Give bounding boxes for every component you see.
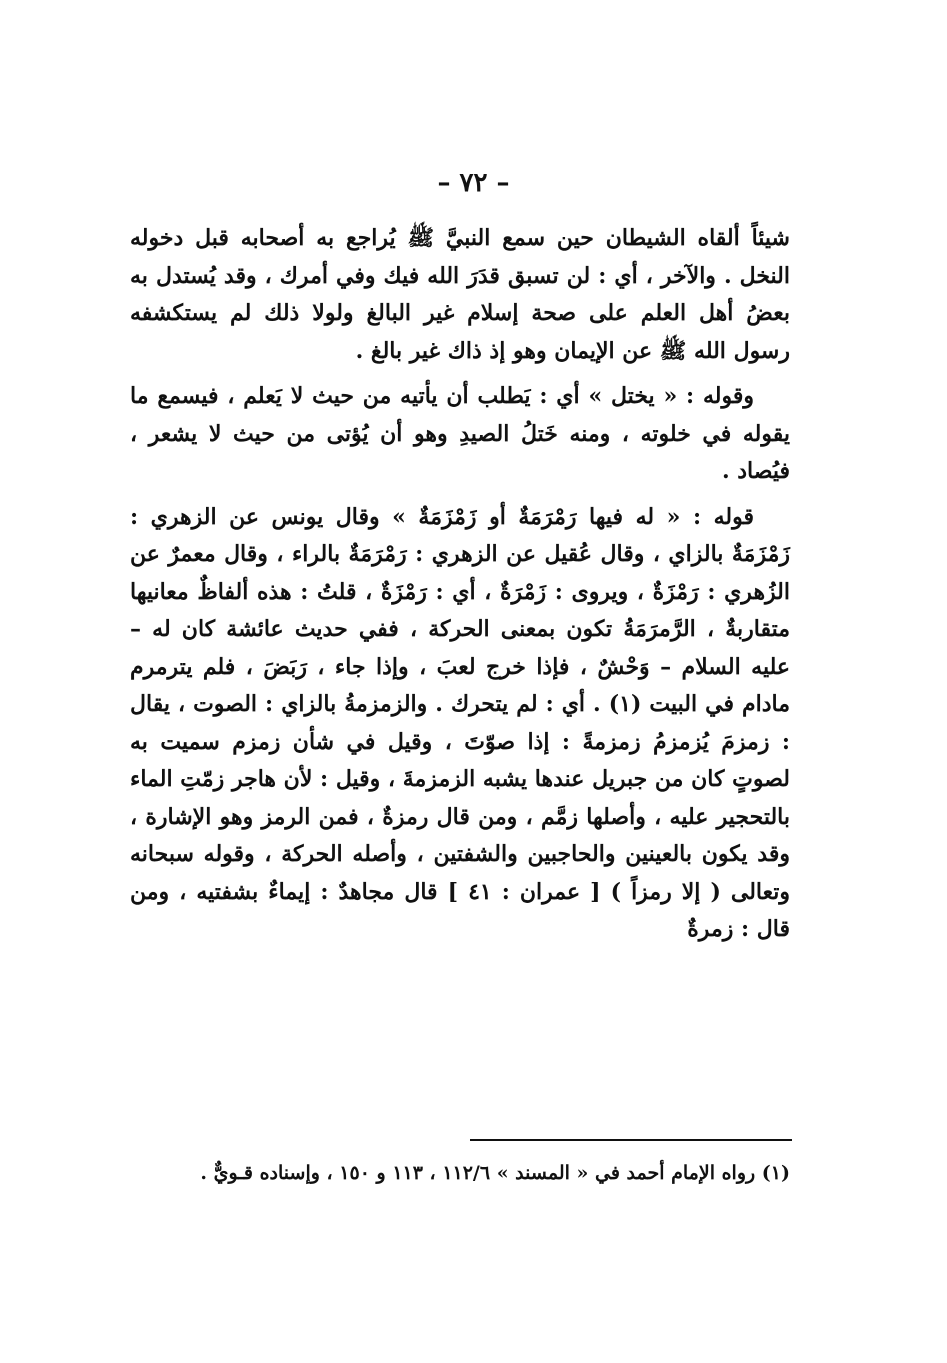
footnote-separator bbox=[470, 1139, 792, 1141]
main-text bbox=[130, 220, 790, 949]
paragraph-1: شيئاً ألقاه الشيطان حين سمع النبيَّ ﷺ يُراجع به أصحابه قبل دخوله النخل . والآخر ، أي : لن تسبق قدَرَ الله فيك وفي أمرك ، وقد يُستدل به بعضُ أهل العلم على صحة إسلام غير البالغ ولولا ذلك لم يستكشفه رسول الله ﷺ عن الإيمان وهو إذ ذاك غير بالغ . bbox=[130, 225, 790, 364]
paragraph-2: وقوله : « يختل » أي : يَطلب أن يأتيه من حيث لا يَعلم ، فيسمع ما يقوله في خلوته ، ومنه خَتلُ الصيدِ وهو أن يُؤتى من حيث لا يشعر ، فيُصاد . bbox=[130, 383, 790, 484]
footnote: (١) رواه الإمام أحمد في « المسند » ١١٢/٦ ، ١١٣ و ١٥٠ ، وإسناده قـويٌّ . bbox=[200, 1162, 790, 1184]
page-number: – ٧٢ – bbox=[437, 168, 510, 198]
paragraph-3: قوله : « له فيها رَمْرَمَةٌ أو زَمْزَمَةٌ » وقال يونس عن الزهري : زَمْزَمَةٌ بالزاي ، وقال عُقيل عن الزهري : رَمْرَمَةٌ بالراء ، وقال معمرٌ عن الزُهري : رَمْزَةٌ ، ويروى : زَمْرَةٌ ، أي : رَمْزَةٌ ، قلتُ : هذه ألفاظٌ معانيها متقاربةٌ ، الرَّمرَمَةُ تكون بمعنى الحركة ، ففي حديث عائشة كان له – عليه السلام – وَحْشٌ ، فإذا خرج لعبَ ، وإذا جاء ، رَبَضَ ، فلم يترمرم مادام في البيت (١) . أي : لم يتحرك . والزمزمةُ بالزاي : الصوت ، يقال : زمزمَ يُزمزمُ زمزمةً : إذا صوّتَ ، وقيل في شأن زمزم سميت به لصوتٍ كان من جبريل عندها يشبه الزمزمةَ ، وقيل : لأن هاجر زمّتِ الماء بالتحجير عليه ، وأصلها زمَّم ، ومن قال رمزةٌ ، فمن الرمز وهو الإشارة ، وقد يكون بالعينين والحاجبين والشفتين ، وأصله الحركة ، وقوله سبحانه وتعالى ( إلا رمزاً ) [ عمران : ٤١ ] قال مجاهدٌ : إيماءٌ بشفتيه ، ومن قال : زمرةٌ bbox=[130, 503, 791, 942]
